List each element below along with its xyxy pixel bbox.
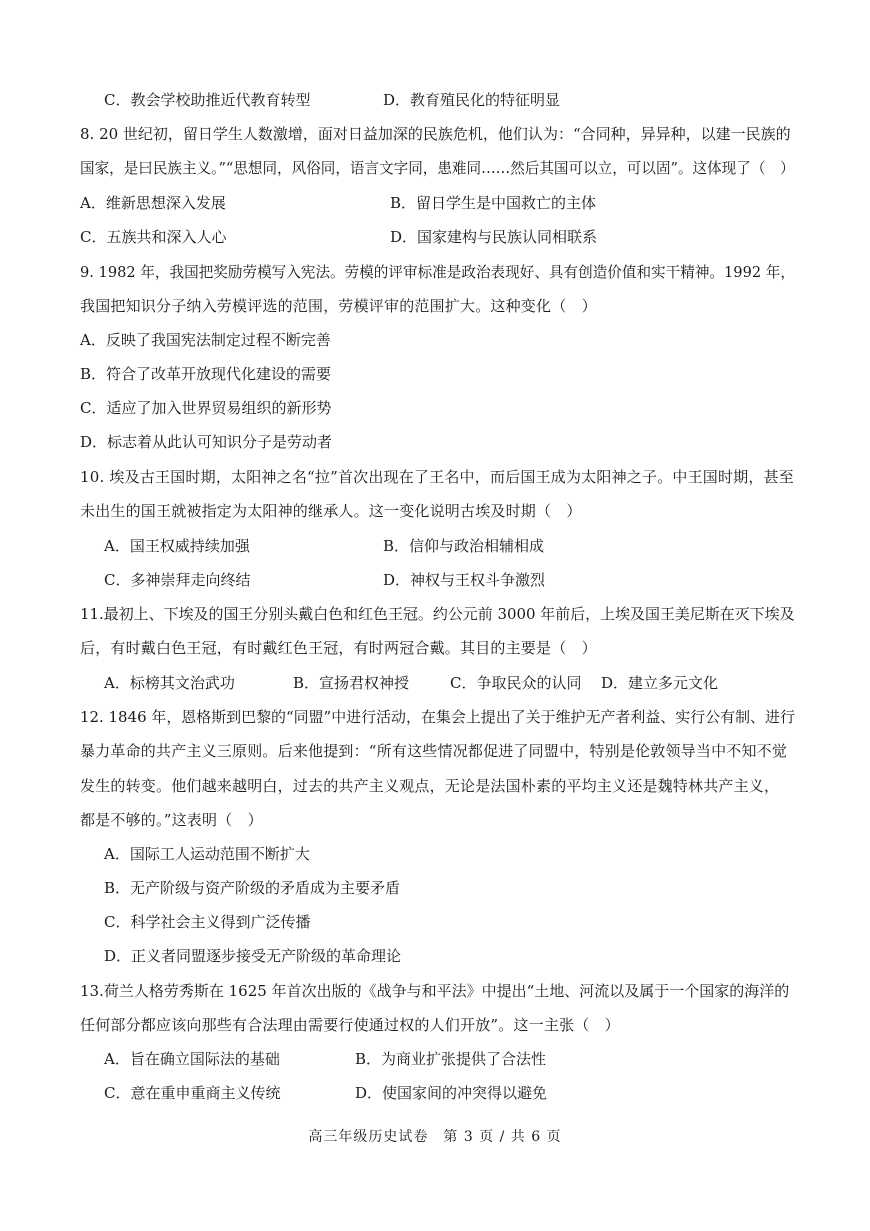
q13-option-d: D．使国家间的冲突得以避免 xyxy=(355,1084,548,1102)
q9-option-b: B．符合了改革开放现代化建设的需要 xyxy=(80,365,332,383)
q10-option-a: A．国王权威持续加强 xyxy=(104,537,250,555)
q8-option-d: D．国家建构与民族认同相联系 xyxy=(390,228,598,246)
page-footer: 高三年级历史试卷 第 3 页 / 共 6 页 xyxy=(308,1129,562,1145)
q9-option-d: D．标志着从此认可知识分子是劳动者 xyxy=(80,433,333,451)
q13-stem-line-2: 任何部分都应该向那些有合法理由需要行使通过权的人们开放”。这一主张（ ） xyxy=(80,1016,620,1034)
q12-stem-line-4: 都是不够的。”这表明（ ） xyxy=(80,811,263,829)
q8-option-c: C．五族共和深入人心 xyxy=(80,228,227,246)
q12-stem-line-2: 暴力革命的共产主义三原则。后来他提到：“所有这些情况都促进了同盟中，特别是伦敦领导当中不知不觉 xyxy=(80,742,788,760)
q13-option-b: B．为商业扩张提供了合法性 xyxy=(355,1050,547,1068)
q9-stem-line-2: 我国把知识分子纳入劳模评选的范围，劳模评审的范围扩大。这种变化（ ） xyxy=(80,297,597,315)
q11-stem-line-2: 后，有时戴白色王冠，有时戴红色王冠，有时两冠合戴。其目的主要是（ ） xyxy=(80,639,597,657)
q8-option-b: B．留日学生是中国救亡的主体 xyxy=(390,194,597,212)
q10-option-b: B．信仰与政治相辅相成 xyxy=(383,537,545,555)
q9-option-c: C．适应了加入世界贸易组织的新形势 xyxy=(80,399,332,417)
q10-option-c: C．多神崇拜走向终结 xyxy=(104,571,251,589)
q11-option-b: B．宣扬君权神授 xyxy=(293,674,410,692)
q10-stem-line-2: 未出生的国王就被指定为太阳神的继承人。这一变化说明古埃及时期（ ） xyxy=(80,502,582,520)
q12-option-c: C．科学社会主义得到广泛传播 xyxy=(104,913,311,931)
q8-option-a: A．维新思想深入发展 xyxy=(80,194,226,212)
q9-stem-line-1: 9. 1982 年，我国把奖励劳模写入宪法。劳模的评审标准是政治表现好、具有创造价值和实干精神。1992 年， xyxy=(80,263,795,281)
q12-stem-line-1: 12. 1846 年，恩格斯到巴黎的“同盟”中进行活动，在集会上提出了关于维护无产者利益、实行公有制、进行 xyxy=(80,708,795,726)
q11-stem-line-1: 11.最初上、下埃及的国王分别头戴白色和红色王冠。约公元前 3000 年前后，上埃及国王美尼斯在灭下埃及 xyxy=(80,605,795,623)
q12-stem-line-3: 发生的转变。他们越来越明白，过去的共产主义观点，无论是法国朴素的平均主义还是魏特林共产主义， xyxy=(80,777,780,795)
q7-option-d: D．教育殖民化的特征明显 xyxy=(383,91,561,109)
q12-option-d: D．正义者同盟逐步接受无产阶级的革命理论 xyxy=(104,947,402,965)
q11-option-d: D．建立多元文化 xyxy=(601,674,719,692)
q8-stem-line-1: 8. 20 世纪初，留日学生人数激增，面对日益加深的民族危机，他们认为：“合同种，异异种，以建一民族的 xyxy=(80,125,791,143)
q7-option-c: C．教会学校助推近代教育转型 xyxy=(104,91,311,109)
q12-option-b: B．无产阶级与资产阶级的矛盾成为主要矛盾 xyxy=(104,879,401,897)
q11-option-a: A．标榜其文治武功 xyxy=(104,674,235,692)
q12-option-a: A．国际工人运动范围不断扩大 xyxy=(104,845,310,863)
q9-option-a: A．反映了我国宪法制定过程不断完善 xyxy=(80,331,331,349)
q10-stem-line-1: 10. 埃及古王国时期，太阳神之名“拉”首次出现在了王名中，而后国王成为太阳神之子。中王国时期，甚至 xyxy=(80,468,794,486)
q13-option-a: A．旨在确立国际法的基础 xyxy=(104,1050,280,1068)
q11-option-c: C．争取民众的认同 xyxy=(450,674,582,692)
q13-option-c: C．意在重申重商主义传统 xyxy=(104,1084,281,1102)
q10-option-d: D．神权与王权斗争激烈 xyxy=(383,571,546,589)
q13-stem-line-1: 13.荷兰人格劳秀斯在 1625 年首次出版的《战争与和平法》中提出“土地、河流以及属于一个国家的海洋的 xyxy=(80,982,790,1000)
q8-stem-line-2: 国家，是曰民族主义。”“思想同，风俗同，语言文字同，患难同……然后其国可以立，可以固”。这体现了（ ） xyxy=(80,159,795,177)
